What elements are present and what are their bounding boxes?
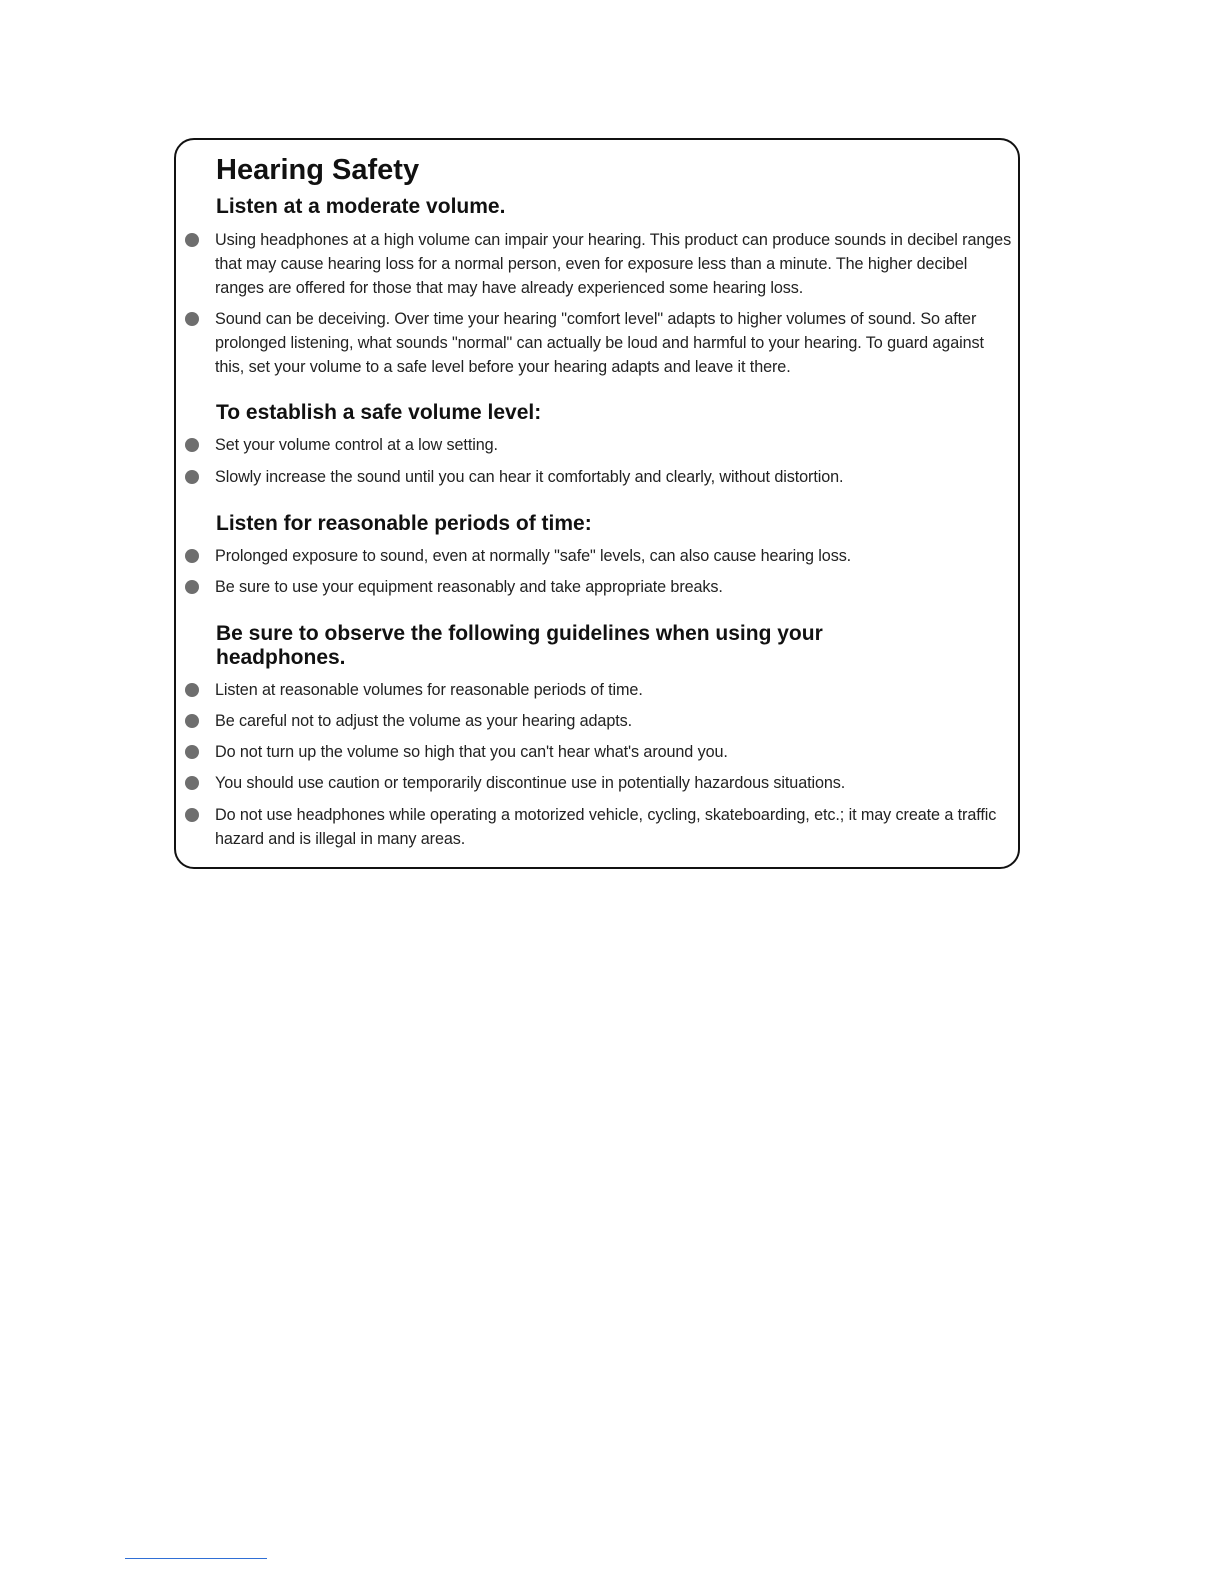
bullet-text: Listen at reasonable volumes for reasonable periods of time. [215, 681, 643, 699]
bullet-text: Be sure to use your equipment reasonably and take appropriate breaks. [215, 578, 723, 596]
bullet-icon [185, 683, 199, 697]
bullet-icon [185, 580, 199, 594]
bullet-icon [185, 312, 199, 326]
bullet-icon [185, 233, 199, 247]
bullet-text: Be careful not to adjust the volume as your hearing adapts. [215, 712, 633, 730]
bullet-icon [185, 470, 199, 484]
bullet-text: Slowly increase the sound until you can hear it comfortably and clearly, without distortion. [215, 468, 844, 486]
bullet-text: Set your volume control at a low setting. [215, 436, 498, 454]
section-heading-safe-volume: To establish a safe volume level: [216, 401, 542, 424]
section-heading-guidelines: Be sure to observe the following guidelines when using your headphones. [216, 622, 823, 669]
section-heading-reasonable-periods: Listen for reasonable periods of time: [216, 512, 592, 535]
bullet-text: Do not turn up the volume so high that you can't hear what's around you. [215, 743, 728, 761]
bullet-icon [185, 776, 199, 790]
bullet-icon [185, 745, 199, 759]
bullet-text: Prolonged exposure to sound, even at normally "safe" levels, can also cause hearing loss. [215, 547, 852, 565]
footnote-rule [125, 1558, 267, 1559]
bullet-icon [185, 438, 199, 452]
bullet-text: Using headphones at a high volume can impair your hearing. This product can produce sounds in decibel ranges that may cause hearing loss for a normal person, even for exposure less than a minute. The higher decibel ranges are offered for those that may have already experienced some hearing loss. [215, 231, 1012, 297]
bullet-icon [185, 714, 199, 728]
bullet-text: Do not use headphones while operating a motorized vehicle, cycling, skateboarding, etc.; it may create a traffic hazard and is illegal in many areas. [215, 806, 997, 848]
bullet-icon [185, 549, 199, 563]
section-heading-moderate-volume: Listen at a moderate volume. [216, 195, 506, 218]
bullet-text: Sound can be deceiving. Over time your hearing "comfort level" adapts to higher volumes of sound. So after prolonged listening, what sounds "normal" can actually be loud and harmful to your hearing. To guard against this, set your volume to a safe level before your hearing adapts and leave it there. [215, 310, 984, 376]
page-title: Hearing Safety [216, 154, 420, 186]
bullet-text: You should use caution or temporarily discontinue use in potentially hazardous situations. [215, 774, 846, 792]
bullet-icon [185, 808, 199, 822]
